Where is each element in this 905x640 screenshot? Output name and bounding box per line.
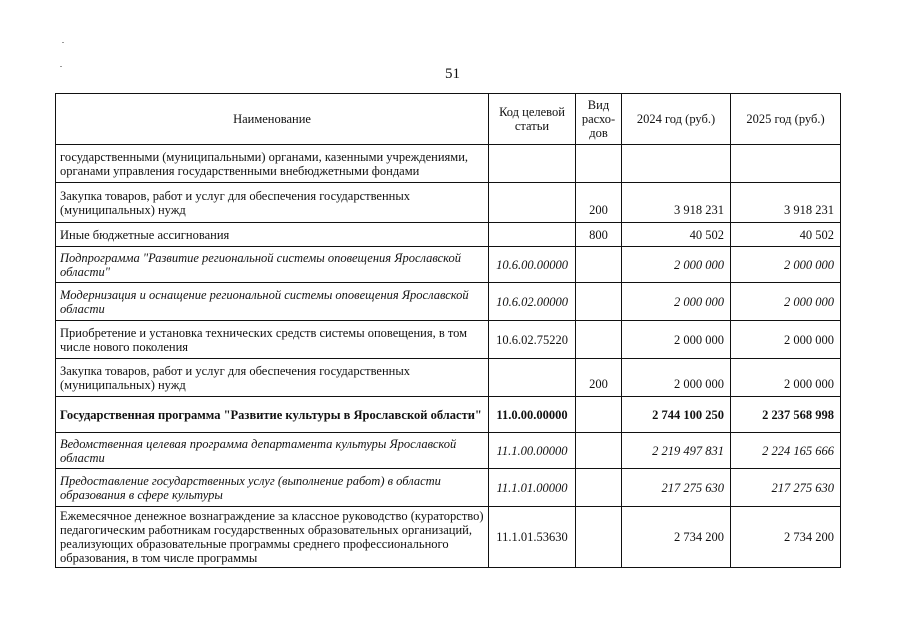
header-name: Наименование (56, 94, 489, 145)
row-kind-cell (576, 433, 622, 469)
row-kind-cell (576, 145, 622, 183)
row-2024-cell: 2 000 000 (622, 247, 731, 283)
row-kind-cell (576, 507, 622, 568)
row-2024-cell: 2 734 200 (622, 507, 731, 568)
table-row (56, 321, 841, 359)
row-name-cell: Ежемесячное денежное вознаграждение за классное руководство (кураторство) педагогическим работникам государственных образовательных организаций, реализующих образовательные программы среднего профессионального образования, в том числе программы (56, 507, 489, 568)
row-2024-cell: 3 918 231 (622, 183, 731, 223)
row-2025-cell (731, 145, 841, 183)
row-code-cell (489, 359, 576, 397)
row-2024-cell: 2 219 497 831 (622, 433, 731, 469)
row-code-cell: 11.1.01.00000 (489, 469, 576, 507)
row-2024-cell: 2 000 000 (622, 321, 731, 359)
row-2025-cell: 217 275 630 (731, 469, 841, 507)
row-kind-cell (576, 283, 622, 321)
row-name-cell: Ведомственная целевая программа департамента культуры Ярославской области (56, 433, 489, 469)
table-row (56, 183, 841, 223)
row-name-cell: Иные бюджетные ассигнования (56, 223, 489, 247)
row-code-cell: 10.6.02.00000 (489, 283, 576, 321)
row-code-cell: 11.0.00.00000 (489, 397, 576, 433)
row-kind-cell: 200 (576, 183, 622, 223)
row-name-cell: Закупка товаров, работ и услуг для обеспечения государственных (муниципальных) нужд (56, 183, 489, 223)
row-2025-cell: 2 000 000 (731, 321, 841, 359)
table-row (56, 247, 841, 283)
table-row (56, 145, 841, 183)
row-name-cell: Подпрограмма "Развитие региональной системы оповещения Ярославской области" (56, 247, 489, 283)
row-2025-cell: 2 734 200 (731, 507, 841, 568)
row-kind-cell: 200 (576, 359, 622, 397)
row-name-cell: Модернизация и оснащение региональной системы оповещения Ярославской области (56, 283, 489, 321)
row-kind-cell (576, 469, 622, 507)
row-2024-cell: 2 000 000 (622, 283, 731, 321)
row-name-cell: Закупка товаров, работ и услуг для обеспечения государственных (муниципальных) нужд (56, 359, 489, 397)
row-2024-cell: 2 744 100 250 (622, 397, 731, 433)
table-row (56, 283, 841, 321)
row-2025-cell: 2 000 000 (731, 247, 841, 283)
row-2025-cell: 3 918 231 (731, 183, 841, 223)
row-2024-cell: 40 502 (622, 223, 731, 247)
row-kind-cell: 800 (576, 223, 622, 247)
row-2024-cell (622, 145, 731, 183)
budget-table (55, 93, 841, 568)
row-code-cell (489, 223, 576, 247)
row-kind-cell (576, 247, 622, 283)
page-number: 51 (445, 66, 460, 82)
scan-speck (62, 42, 64, 43)
row-2025-cell: 2 224 165 666 (731, 433, 841, 469)
row-2025-cell: 2 000 000 (731, 359, 841, 397)
header-kind: Вид расхо-дов (576, 94, 622, 145)
header-code: Код целевой статьи (489, 94, 576, 145)
row-kind-cell (576, 321, 622, 359)
table-row (56, 397, 841, 433)
row-name-cell: Приобретение и установка технических средств системы оповещения, в том числе нового поколения (56, 321, 489, 359)
row-code-cell: 11.1.00.00000 (489, 433, 576, 469)
row-2024-cell: 217 275 630 (622, 469, 731, 507)
header-row (56, 94, 841, 145)
row-2025-cell: 2 237 568 998 (731, 397, 841, 433)
row-kind-cell (576, 397, 622, 433)
row-name-cell: Государственная программа "Развитие культуры в Ярославской области" (56, 397, 489, 433)
row-name-cell: Предоставление государственных услуг (выполнение работ) в области образования в сфере культуры (56, 469, 489, 507)
row-name-cell: государственными (муниципальными) органами, казенными учреждениями, органами управления государственными внебюджетными фондами (56, 145, 489, 183)
row-code-cell (489, 145, 576, 183)
row-code-cell (489, 183, 576, 223)
row-code-cell: 11.1.01.53630 (489, 507, 576, 568)
table-row (56, 223, 841, 247)
header-2025: 2025 год (руб.) (731, 94, 841, 145)
row-2025-cell: 2 000 000 (731, 283, 841, 321)
row-2025-cell: 40 502 (731, 223, 841, 247)
row-code-cell: 10.6.02.75220 (489, 321, 576, 359)
row-2024-cell: 2 000 000 (622, 359, 731, 397)
row-code-cell: 10.6.00.00000 (489, 247, 576, 283)
table-row (56, 359, 841, 397)
table-row (56, 507, 841, 568)
header-2024: 2024 год (руб.) (622, 94, 731, 145)
table-row (56, 469, 841, 507)
table-row (56, 433, 841, 469)
